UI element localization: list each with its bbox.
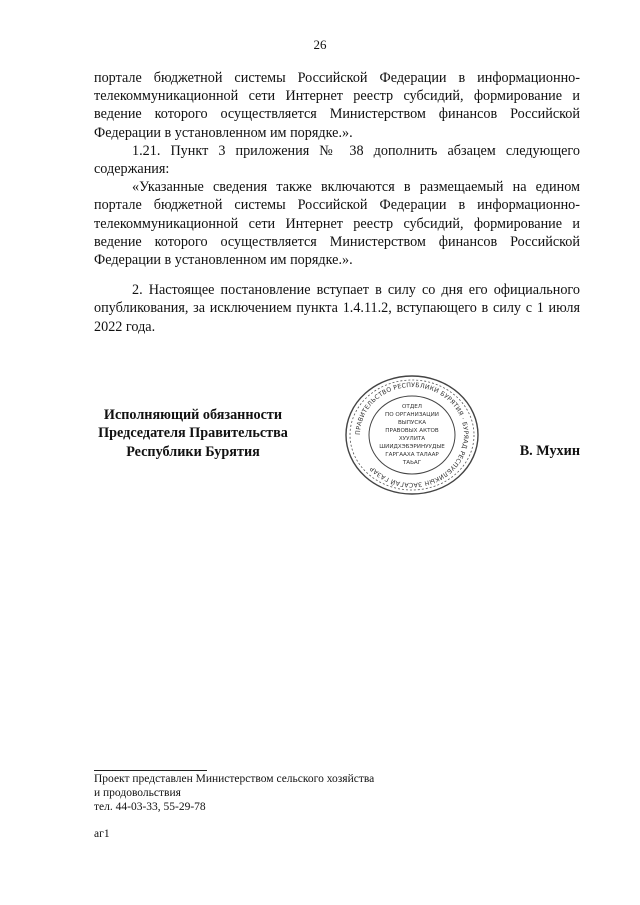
signer-title-line: Председателя Правительства xyxy=(98,425,288,442)
footnote-divider xyxy=(94,770,207,771)
official-stamp xyxy=(343,374,481,496)
signer-title-line: Республики Бурятия xyxy=(126,443,260,460)
stamp-line: ШИИДХЭБЭРИНУУДЫЕ xyxy=(379,444,445,450)
stamp-line: ВЫПУСКА xyxy=(397,420,427,426)
paragraph: 1.21. Пункт 3 приложения № 38 дополнить абзацем следующего содержания: xyxy=(94,142,580,178)
stamp-line: ПО ОРГАНИЗАЦИИ xyxy=(385,412,439,418)
stamp-line: ПРАВОВЫХ АКТОВ xyxy=(385,428,439,434)
stamp-line: ТАЬАГ xyxy=(402,460,422,466)
document-code: аг1 xyxy=(94,828,110,840)
paragraph: 2. Настоящее постановление вступает в силу со дня его официального опубликования, за исключением пункта 1.4.11.2, вступающего в силу с 1 июля 2022 года. xyxy=(94,282,580,335)
footnote-line: Проект представлен Министерством сельского хозяйства xyxy=(94,773,375,785)
signer-name: В. Мухин xyxy=(519,443,580,459)
footnote-line: и продовольствия xyxy=(94,786,181,799)
signer-title-line: Исполняющий обязанности xyxy=(103,407,283,423)
stamp-outer-text: ПРАВИТЕЛЬСТВО РЕСПУБЛИКИ БУРЯТИЯ · БУРЯАД РЕСПУБЛИКЫН ЗАСАГАЙ ГАЗАР xyxy=(354,381,470,489)
footnote xyxy=(94,773,374,814)
document-body xyxy=(94,69,580,336)
footnote-line: тел. 44-03-33, 55-29-78 xyxy=(94,800,206,813)
signer-title xyxy=(88,406,298,461)
stamp-line: ГАРГААХА ТАЛААР xyxy=(385,452,439,458)
stamp-line: ХУУЛИТА xyxy=(398,436,426,442)
paragraph: «Указанные сведения также включаются в размещаемый на едином портале бюджетной системы Российской Федерации в информационно-телекоммуникационной сети Интернет реестр субсидий, формирование и ведение которого осуществляется Министерством финансов Российской Федерации в установленном им порядке.». xyxy=(94,179,580,269)
paragraph: портале бюджетной системы Российской Федерации в информационно-телекоммуникационной сети Интернет реестр субсидий, формирование и ведение которого осуществляется Министерством финансов Российской Федерации в установленном им порядке.». xyxy=(94,70,580,141)
svg-text:ПРАВИТЕЛЬСТВО РЕСПУБЛИКИ БУРЯТ xyxy=(355,382,469,488)
page-number: 26 xyxy=(313,37,327,52)
stamp-line: ОТДЕЛ xyxy=(402,404,422,410)
